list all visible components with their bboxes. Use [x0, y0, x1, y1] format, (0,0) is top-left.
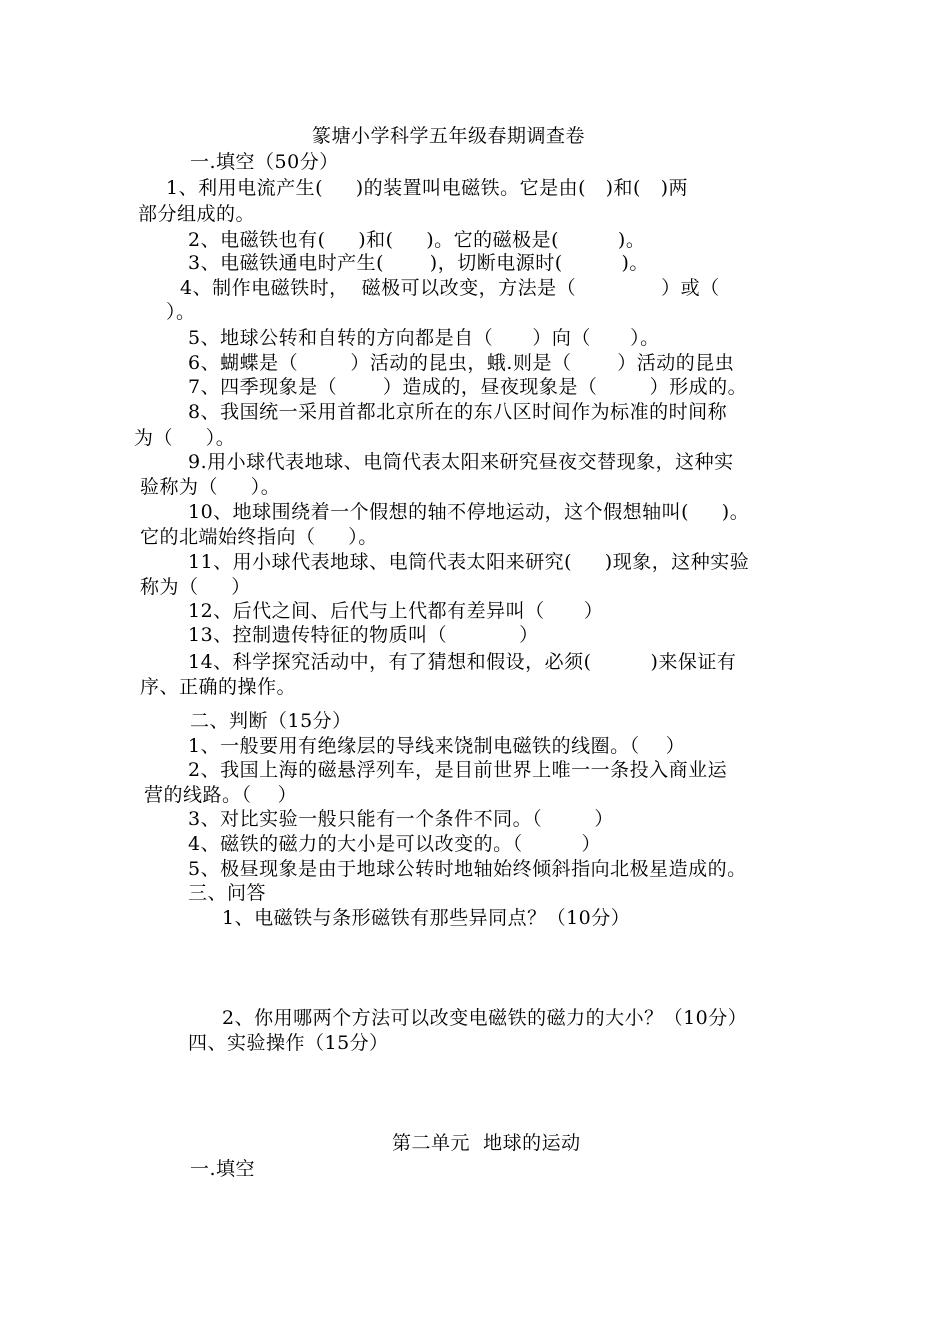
judgement-3: 3、对比实验一般只能有一个条件不同。（ ） [188, 808, 614, 830]
question-9-line-1: 9.用小球代表地球、电筒代表太阳来研究昼夜交替现象，这种实 [188, 451, 734, 473]
question-7: 7、四季现象是（ ）造成的，昼夜现象是（ ）形成的。 [188, 376, 748, 398]
section-heading-fill-blank: 一.填空（50分） [190, 151, 339, 173]
question-1-line-2: 部分组成的。 [138, 203, 256, 225]
question-4-line-1: 4、制作电磁铁时， 磁极可以改变，方法是（ ）或（ [180, 277, 720, 299]
question-9-line-2: 验称为（ ）。 [140, 476, 281, 498]
question-14-line-2: 序、正确的操作。 [140, 676, 297, 698]
section-heading-judgement: 二、判断（15分） [190, 710, 352, 732]
judgement-2-line-1: 2、我国上海的磁悬浮列车，是目前世界上唯一一条投入商业运 [188, 759, 728, 781]
question-13: 13、控制遗传特征的物质叫（ ） [188, 624, 539, 646]
question-11-line-2: 称为（ ） [140, 576, 251, 598]
qa-2: 2、你用哪两个方法可以改变电磁铁的磁力的大小？（10分） [222, 1007, 748, 1029]
judgement-1: 1、一般要用有绝缘层的导线来饶制电磁铁的线圈。（ ） [188, 735, 686, 757]
judgement-4: 4、磁铁的磁力的大小是可以改变的。（ ） [188, 833, 601, 855]
question-1-line-1: 1、利用电流产生( )的装置叫电磁铁。它是由( )和( )两 [166, 177, 689, 199]
question-8-line-1: 8、我国统一采用首都北京所在的东八区时间作为标准的时间称 [188, 401, 728, 423]
judgement-2-line-2: 营的线路。（ ） [144, 784, 298, 806]
judgement-5: 5、极昼现象是由于地球公转时地轴始终倾斜指向北极星造成的。 [188, 858, 747, 880]
question-2: 2、电磁铁也有( )和( )。它的磁极是( )。 [188, 229, 646, 251]
question-4-line-2: ）。 [166, 301, 196, 323]
question-10-line-1: 10、地球围绕着一个假想的轴不停地运动，这个假想轴叫( )。 [188, 501, 750, 523]
question-14-line-1: 14、科学探究活动中，有了猜想和假设，必须( )来保证有 [188, 651, 737, 673]
question-5: 5、地球公转和自转的方向都是自（ ）向（ ）。 [188, 327, 660, 349]
question-6: 6、蝴蝶是（ ）活动的昆虫，蛾.则是（ ）活动的昆虫 [188, 352, 735, 374]
question-8-line-2: 为（ ）。 [134, 427, 236, 449]
question-3: 3、电磁铁通电时产生( )，切断电源时( )。 [188, 252, 649, 274]
unit-2-heading: 一.填空 [190, 1158, 256, 1180]
section-heading-experiment: 四、实验操作（15分） [188, 1032, 389, 1054]
question-12: 12、后代之间、后代与上代都有差异叫（ ） [188, 600, 604, 622]
question-11-line-1: 11、用小球代表地球、电筒代表太阳来研究( )现象，这种实验 [188, 551, 750, 573]
page-title: 篆塘小学科学五年级春期调查卷 [312, 125, 586, 147]
question-10-line-2: 它的北端始终指向（ ）。 [140, 526, 378, 548]
qa-1: 1、电磁铁与条形磁铁有那些异同点？（10分） [222, 907, 631, 929]
section-heading-qa: 三、问答 [188, 882, 267, 904]
unit-2-title: 第二单元 地球的运动 [392, 1132, 581, 1154]
